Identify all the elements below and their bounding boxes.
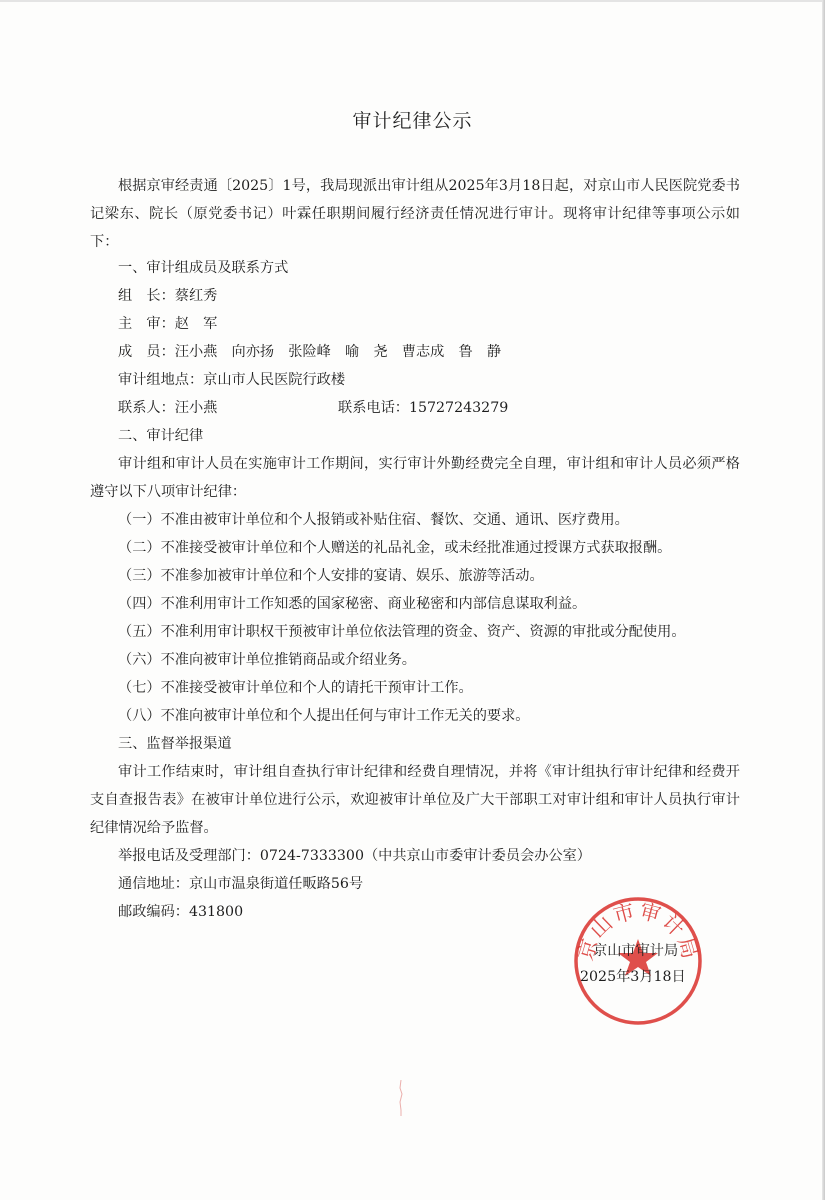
members-line: [118, 338, 501, 366]
phone-label: 联系电话：: [338, 400, 409, 416]
document-title: 审计纪律公示: [352, 110, 473, 132]
members-names: 汪小燕 向亦扬 张险峰 喻 尧 曹志成 鲁 静: [174, 344, 502, 360]
section2-intro: 审计组和审计人员在实施审计工作期间，实行审计外勤经费完全自理，审计组和审计人员必须严格遵守以下八项审计纪律：: [90, 456, 740, 500]
contact-label: 联系人：: [118, 400, 175, 416]
location-value: 京山市人民医院行政楼: [203, 372, 346, 388]
phone-number: 15727243279: [408, 400, 509, 416]
leader-label: 组 长：: [118, 288, 175, 304]
section3-body: 审计工作结束时，审计组自查执行审计纪律和经费自理情况，并将《审计组执行审计纪律和经费开支自查报告表》在被审计单位进行公示，欢迎被审计单位及广大干部职工对审计组和审计人员执行审计纪律情况给予监督。: [90, 764, 740, 836]
location-label: 审计组地点：: [118, 372, 204, 388]
rule-item: （五）不准利用审计职权干预被审计单位依法管理的资金、资产、资源的审批或分配使用。: [118, 624, 686, 640]
address-value: 京山市温泉街道任畈路56号: [188, 876, 364, 892]
postcode-label: 邮政编码：: [118, 904, 189, 920]
reviewer-label: 主 审：: [118, 316, 175, 332]
signature-org: 京山市审计局: [593, 943, 679, 959]
address-label: 通信地址：: [118, 876, 189, 892]
report-phone-value: 0724-7333300（中共京山市委审计委员会办公室）: [259, 848, 591, 864]
rule-item: （六）不准向被审计单位推销商品或介绍业务。: [118, 652, 416, 668]
report-phone-label: 举报电话及受理部门：: [118, 848, 260, 864]
rule-item: （八）不准向被审计单位和个人提出任何与审计工作无关的要求。: [118, 708, 530, 724]
location-line: [118, 366, 345, 394]
rule-item: （四）不准利用审计工作知悉的国家秘密、商业秘密和内部信息谋取利益。: [118, 596, 587, 612]
phone-line: [338, 394, 508, 422]
section2-heading: 二、审计纪律: [118, 428, 204, 444]
members-label: 成 员：: [118, 344, 175, 360]
rule-item: （七）不准接受被审计单位和个人的请托干预审计工作。: [118, 680, 473, 696]
intro-paragraph: 根据京审经责通〔2025〕1号，我局现派出审计组从2025年3月18日起，对京山市人民医院党委书记梁东、院长（原党委书记）叶霖任职期间履行经济责任情况进行审计。现将审计纪律等事项公示如下：: [90, 178, 740, 250]
contact-line: [118, 394, 217, 422]
reviewer-line: [118, 310, 217, 338]
reviewer-name: 赵 军: [174, 316, 218, 332]
signature-date: 2025年3月18日: [580, 969, 686, 985]
section1-heading: 一、审计组成员及联系方式: [118, 260, 289, 276]
address-line: [118, 870, 363, 898]
leader-name: 蔡红秀: [174, 288, 218, 304]
postcode-value: 431800: [188, 904, 244, 920]
rule-item: （二）不准接受被审计单位和个人赠送的礼品礼金，或未经批准通过授课方式获取报酬。: [118, 540, 672, 556]
scan-mark: [396, 1078, 406, 1118]
seal-text: 京山市审计局: [573, 898, 703, 964]
rule-item: （一）不准由被审计单位和个人报销或补贴住宿、餐饮、交通、通讯、医疗费用。: [118, 512, 629, 528]
section3-heading: 三、监督举报渠道: [118, 736, 232, 752]
leader-line: [118, 282, 217, 310]
report-phone-line: [118, 842, 591, 870]
postcode-line: [118, 898, 243, 926]
rule-item: （三）不准参加被审计单位和个人安排的宴请、娱乐、旅游等活动。: [118, 568, 544, 584]
contact-name: 汪小燕: [174, 400, 218, 416]
